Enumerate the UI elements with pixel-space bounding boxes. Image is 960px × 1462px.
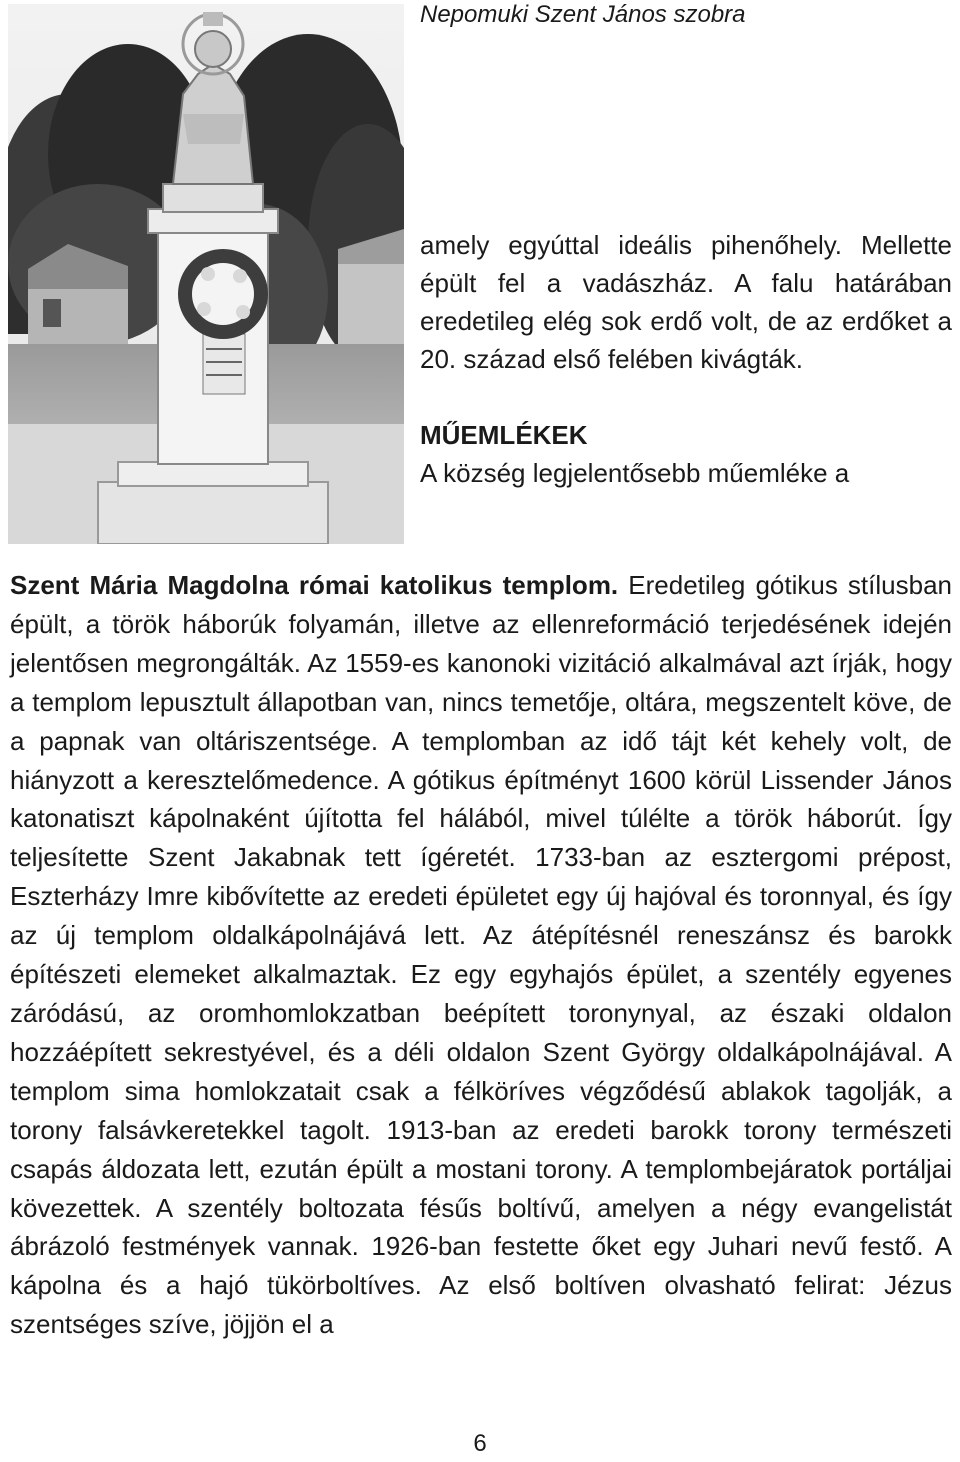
statue-photo	[8, 4, 404, 544]
photo-caption: Nepomuki Szent János szobra	[420, 1, 746, 28]
statue-photo-image	[8, 4, 404, 544]
church-name: Szent Mária Magdolna római katolikus templom.	[10, 570, 619, 600]
body-text: Eredetileg gótikus stílusban épült, a török háborúk folyamán, illetve az ellenreformáció terjedésének idején jelentősen megrongálták. Az 1559-es kanonoki vizitáció alkalmával azt írják, hogy a templom lepusztult állapotban van, nincs temetője, oltára, megszentelt köve, de a papnak van oltáriszentsége. A templomban az idő tájt két kehely volt, de hiányzott a keresztelőmedence. A gótikus építményt 1600 körül Lissender János katonatiszt kápolnaként újította fel hálából, mivel túlélte a török háborút. Így teljesítette Szent Jakabnak tett ígéretét. 1733-ban az esztergomi prépost, Eszterházy Imre kibővítette az eredeti épületet egy új hajóval és toronnyal, és így az új templom oldalkápolnájává lett. Az átépítésnél reneszánsz és barokk építészeti elemeket alkalmaztak. Ez egy egyhajós épület, a szentély egyenes záródású, az oromhomlokzatban beépített toronynyal, az északi oldalon hozzáépített sekrestyével, és a déli oldalon Szent György oldalkápolnájával. A templom sima homlokzatait csak a félköríves végződésű ablakok tagolják, a torony falsávkeretekkel tagolt. 1913-ban az eredeti barokk torony természeti csapás áldozata lett, ezután épült a mostani torony. A templombejáratok portáljai kövezettek. A szentély boltozata fésűs boltívű, amelyen a négy evangelistát ábrázoló festmények vannak. 1926-ban festette őket egy Juhari nevű festő. A kápolna és a hajó tükörboltíves. Az első boltíven olvasható felirat: Jézus szentséges szíve, jöjjön el a	[10, 570, 952, 1340]
intro-paragraph: amely egyúttal ideális pihenőhely. Mellette épült fel a vadászház. A falu határában eredetileg elég sok erdő volt, de az erdőket a 20. század első felében kivágták.	[420, 230, 952, 374]
body-paragraph	[10, 566, 952, 1344]
page-number: 6	[473, 1430, 487, 1457]
right-column	[420, 226, 952, 492]
heading-intro-line: A község legjelentősebb műemléke a	[420, 458, 850, 488]
section-heading: MŰEMLÉKEK	[420, 420, 588, 450]
